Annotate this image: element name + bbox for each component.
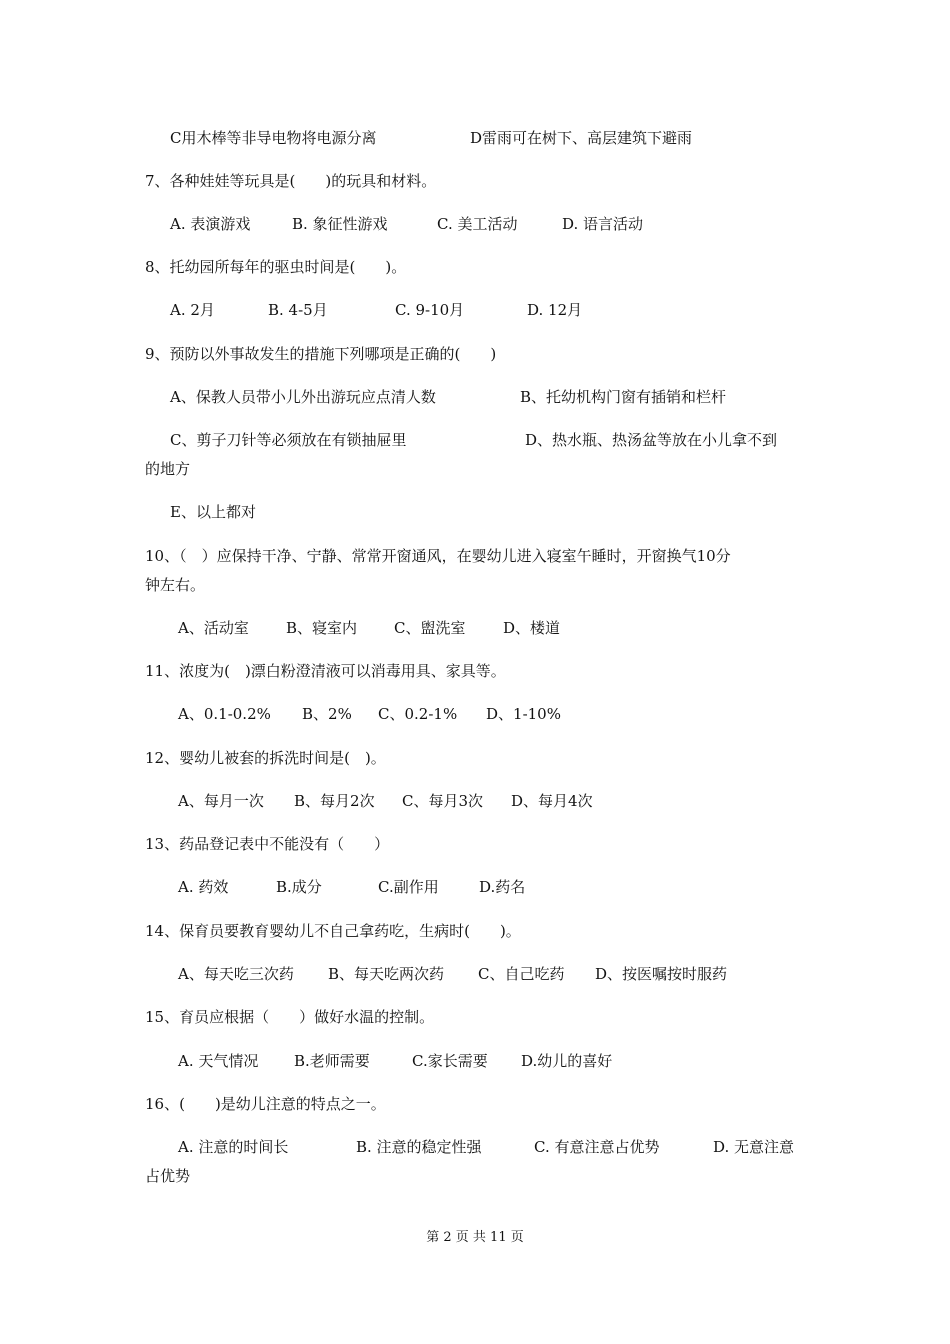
q13-option-a: A. 药效 (178, 878, 229, 896)
q9-stem: 9、预防以外事故发生的措施下列哪项是正确的( ) (145, 345, 497, 363)
q7-option-a: A. 表演游戏 (170, 215, 251, 233)
q12-option-d: D、每月4次 (511, 792, 593, 810)
q9-option-b: B、托幼机构门窗有插销和栏杆 (520, 388, 727, 406)
q14-option-a: A、每天吃三次药 (178, 965, 294, 983)
q11-option-b: B、2% (302, 705, 352, 723)
q13-option-b: B.成分 (276, 878, 322, 896)
page-number: 第 2 页 共 11 页 (426, 1230, 524, 1245)
q7-option-b: B. 象征性游戏 (292, 215, 388, 233)
q15-option-c: C.家长需要 (412, 1052, 488, 1070)
q10-option-d: D、楼道 (503, 619, 561, 637)
q6-option-d: D雷雨可在树下、高层建筑下避雨 (470, 129, 693, 147)
q16-option-d: D. 无意注意 (713, 1138, 795, 1156)
q11-option-a: A、0.1-0.2% (178, 705, 271, 723)
q7-stem: 7、各种娃娃等玩具是( )的玩具和材料。 (145, 172, 437, 190)
q13-stem: 13、药品登记表中不能没有（ ） (145, 835, 390, 853)
q9-option-e: E、以上都对 (170, 503, 256, 521)
q12-option-b: B、每月2次 (294, 792, 375, 810)
q10-option-a: A、活动室 (178, 619, 249, 637)
q16-stem: 16、( )是幼儿注意的特点之一。 (145, 1095, 386, 1113)
q9-option-c: C、剪子刀针等必须放在有锁抽屉里 (170, 431, 407, 449)
q6-option-c: C用木棒等非导电物将电源分离 (170, 129, 377, 147)
q14-option-b: B、每天吃两次药 (328, 965, 445, 983)
q14-option-c: C、自己吃药 (478, 965, 565, 983)
q16-option-d-wrap: 占优势 (145, 1167, 191, 1185)
q10-option-b: B、寝室内 (286, 619, 358, 637)
q14-option-d: D、按医嘱按时服药 (595, 965, 728, 983)
q9-option-d-wrap: 的地方 (145, 460, 191, 478)
q10-stem-line2: 钟左右。 (145, 576, 206, 594)
q16-option-a: A. 注意的时间长 (178, 1138, 289, 1156)
q11-option-d: D、1-10% (486, 705, 561, 723)
q16-option-b: B. 注意的稳定性强 (356, 1138, 482, 1156)
q8-option-c: C. 9-10月 (395, 301, 465, 319)
q10-option-c: C、盥洗室 (394, 619, 466, 637)
q14-stem: 14、保育员要教育婴幼儿不自己拿药吃，生病时( )。 (145, 922, 521, 940)
q16-option-c: C. 有意注意占优势 (534, 1138, 660, 1156)
q12-option-c: C、每月3次 (402, 792, 484, 810)
q9-option-d: D、热水瓶、热汤盆等放在小儿拿不到 (525, 431, 778, 449)
q12-stem: 12、婴幼儿被套的拆洗时间是( )。 (145, 749, 386, 767)
q13-option-d: D.药名 (479, 878, 526, 896)
q15-option-a: A. 天气情况 (178, 1052, 259, 1070)
q15-stem: 15、育员应根据（ ）做好水温的控制。 (145, 1008, 435, 1026)
q9-option-a: A、保教人员带小儿外出游玩应点清人数 (170, 388, 436, 406)
q7-option-c: C. 美工活动 (437, 215, 518, 233)
q12-option-a: A、每月一次 (178, 792, 264, 810)
q11-option-c: C、0.2-1% (378, 705, 458, 723)
q8-option-b: B. 4-5月 (268, 301, 328, 319)
q11-stem: 11、浓度为( )漂白粉澄清液可以消毒用具、家具等。 (145, 662, 506, 680)
q10-stem-line1: 10、（ ）应保持干净、宁静、常常开窗通风，在婴幼儿进入寝室午睡时，开窗换气10分 (145, 547, 731, 565)
q8-option-a: A. 2月 (170, 301, 215, 319)
q13-option-c: C.副作用 (378, 878, 439, 896)
q8-option-d: D. 12月 (527, 301, 583, 319)
q8-stem: 8、托幼园所每年的驱虫时间是( )。 (145, 258, 407, 276)
q7-option-d: D. 语言活动 (562, 215, 644, 233)
q15-option-d: D.幼儿的喜好 (521, 1052, 613, 1070)
q15-option-b: B.老师需要 (294, 1052, 370, 1070)
